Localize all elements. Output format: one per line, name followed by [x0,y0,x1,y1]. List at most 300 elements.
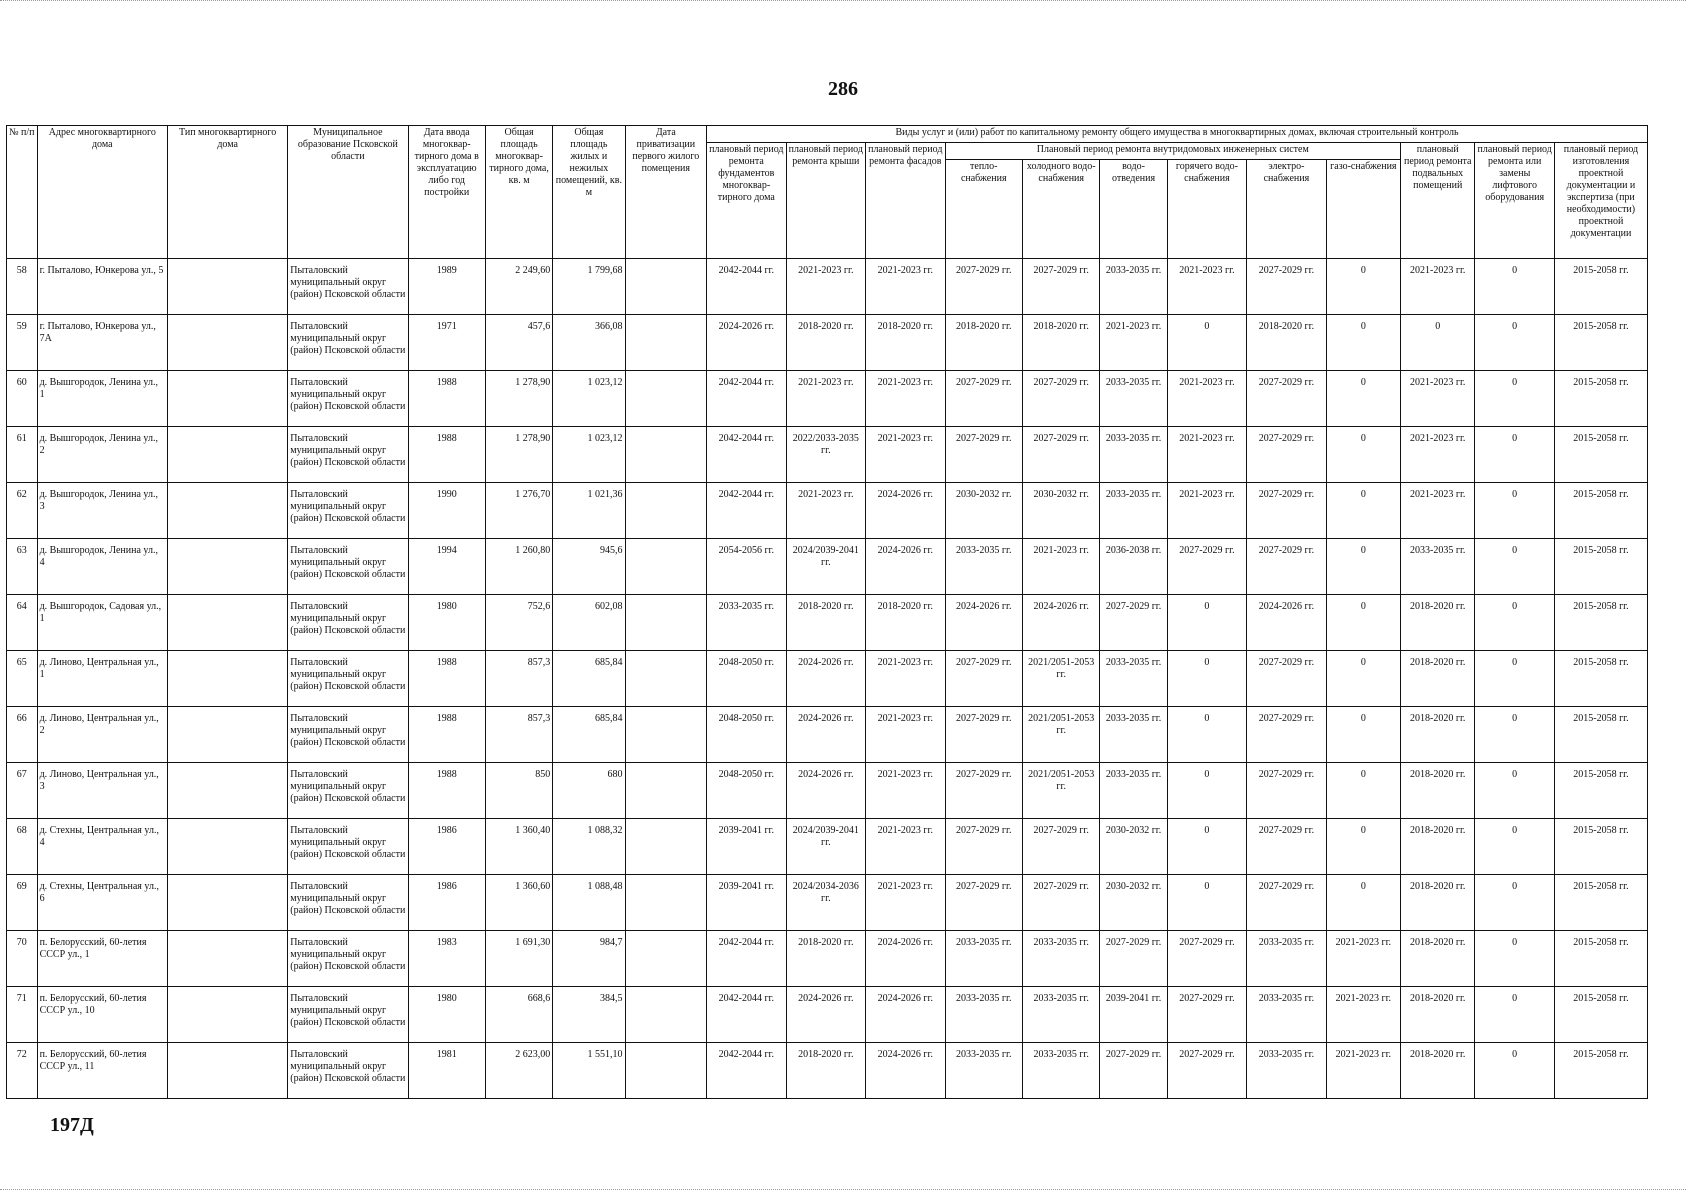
cell-design-docs: 2015-2058 гг. [1554,595,1647,651]
capital-repair-table [6,125,1648,1099]
cell-gas: 0 [1326,763,1400,819]
cell-roof: 2018-2020 гг. [786,1043,865,1099]
cell-total-area: 2 249,60 [485,259,552,315]
cell-hot-water: 0 [1167,875,1246,931]
cell-privatization [625,595,707,651]
cell-cold-water: 2030-2032 гг. [1022,483,1099,539]
cell-drainage: 2036-2038 гг. [1100,539,1167,595]
col-header-electric: электро-снабжения [1247,160,1326,259]
cell-roof: 2024-2026 гг. [786,651,865,707]
cell-foundation: 2042-2044 гг. [707,259,786,315]
cell-elevator: 0 [1475,763,1554,819]
cell-heat: 2027-2029 гг. [945,651,1022,707]
cell-electric: 2027-2029 гг. [1247,819,1326,875]
cell-elevator: 0 [1475,371,1554,427]
cell-hot-water: 2021-2023 гг. [1167,259,1246,315]
cell-gas: 0 [1326,595,1400,651]
cell-privatization [625,371,707,427]
cell-design-docs: 2015-2058 гг. [1554,763,1647,819]
cell-basement: 2018-2020 гг. [1401,651,1475,707]
cell-type [168,315,288,371]
cell-design-docs: 2015-2058 гг. [1554,875,1647,931]
cell-roof: 2022/2033-2035 гг. [786,427,865,483]
cell-hot-water: 2027-2029 гг. [1167,931,1246,987]
cell-heat: 2027-2029 гг. [945,371,1022,427]
cell-total-area: 1 360,40 [485,819,552,875]
cell-heat: 2024-2026 гг. [945,595,1022,651]
cell-premises-area: 1 023,12 [553,427,625,483]
cell-electric: 2027-2029 гг. [1247,539,1326,595]
cell-municipality: Пыталовский муниципальный округ (район) Псковской области [288,371,408,427]
cell-elevator: 0 [1475,651,1554,707]
cell-basement: 2018-2020 гг. [1401,819,1475,875]
cell-type [168,259,288,315]
cell-type [168,819,288,875]
cell-privatization [625,931,707,987]
cell-roof: 2024/2034-2036 гг. [786,875,865,931]
cell-heat: 2030-2032 гг. [945,483,1022,539]
cell-cold-water: 2021/2051-2053 гг. [1022,763,1099,819]
cell-type [168,595,288,651]
cell-basement: 2021-2023 гг. [1401,259,1475,315]
cell-elevator: 0 [1475,427,1554,483]
cell-elevator: 0 [1475,595,1554,651]
cell-elevator: 0 [1475,987,1554,1043]
cell-cold-water: 2027-2029 гг. [1022,819,1099,875]
table-row [7,931,1648,987]
cell-gas: 0 [1326,819,1400,875]
cell-total-area: 1 360,60 [485,875,552,931]
cell-design-docs: 2015-2058 гг. [1554,819,1647,875]
col-header-roof: плановый период ремонта крыши [786,143,865,259]
cell-facade: 2024-2026 гг. [866,483,945,539]
cell-roof: 2018-2020 гг. [786,931,865,987]
cell-premises-area: 1 799,68 [553,259,625,315]
cell-electric: 2027-2029 гг. [1247,427,1326,483]
cell-cold-water: 2018-2020 гг. [1022,315,1099,371]
col-header-total-area: Общая площадь многоквар-тирного дома, кв. м [485,126,552,259]
col-header-elevator: плановый период ремонта или замены лифтового оборудования [1475,143,1554,259]
document-code: 197Д [50,1114,94,1136]
cell-num: 63 [7,539,38,595]
cell-privatization [625,427,707,483]
cell-premises-area: 945,6 [553,539,625,595]
cell-municipality: Пыталовский муниципальный округ (район) Псковской области [288,539,408,595]
cell-design-docs: 2015-2058 гг. [1554,315,1647,371]
cell-num: 62 [7,483,38,539]
cell-total-area: 1 278,90 [485,371,552,427]
cell-premises-area: 1 088,32 [553,819,625,875]
col-header-hot-water: горячего водо-снабжения [1167,160,1246,259]
cell-cold-water: 2033-2035 гг. [1022,931,1099,987]
cell-address: д. Вышгородок, Ленина ул., 1 [37,371,167,427]
cell-premises-area: 685,84 [553,651,625,707]
col-header-municipality: Муниципальное образование Псковской области [288,126,408,259]
page-number: 286 [828,78,858,100]
scan-edge-top [0,0,1686,5]
cell-gas: 0 [1326,315,1400,371]
cell-gas: 0 [1326,259,1400,315]
cell-privatization [625,315,707,371]
cell-address: п. Белорусский, 60-летия СССР ул., 11 [37,1043,167,1099]
cell-total-area: 752,6 [485,595,552,651]
cell-address: д. Линово, Центральная ул., 1 [37,651,167,707]
cell-gas: 0 [1326,427,1400,483]
cell-electric: 2027-2029 гг. [1247,371,1326,427]
cell-basement: 2033-2035 гг. [1401,539,1475,595]
cell-hot-water: 2021-2023 гг. [1167,427,1246,483]
table-row [7,539,1648,595]
cell-heat: 2027-2029 гг. [945,763,1022,819]
cell-foundation: 2039-2041 гг. [707,875,786,931]
cell-foundation: 2042-2044 гг. [707,427,786,483]
cell-num: 61 [7,427,38,483]
cell-num: 66 [7,707,38,763]
col-header-gas: газо-снабжения [1326,160,1400,259]
cell-total-area: 668,6 [485,987,552,1043]
cell-electric: 2027-2029 гг. [1247,651,1326,707]
cell-hot-water: 0 [1167,819,1246,875]
cell-foundation: 2054-2056 гг. [707,539,786,595]
cell-elevator: 0 [1475,707,1554,763]
cell-electric: 2033-2035 гг. [1247,987,1326,1043]
cell-elevator: 0 [1475,1043,1554,1099]
cell-design-docs: 2015-2058 гг. [1554,483,1647,539]
cell-hot-water: 0 [1167,315,1246,371]
cell-num: 58 [7,259,38,315]
cell-municipality: Пыталовский муниципальный округ (район) Псковской области [288,763,408,819]
cell-num: 65 [7,651,38,707]
cell-heat: 2033-2035 гг. [945,931,1022,987]
cell-elevator: 0 [1475,315,1554,371]
cell-hot-water: 0 [1167,707,1246,763]
cell-privatization [625,539,707,595]
cell-foundation: 2042-2044 гг. [707,483,786,539]
cell-commission-year: 1981 [408,1043,485,1099]
col-header-works-group: Виды услуг и (или) работ по капитальному ремонту общего имущества в многоквартирных домах, включая строительный контроль [707,126,1648,143]
cell-design-docs: 2015-2058 гг. [1554,259,1647,315]
cell-facade: 2018-2020 гг. [866,595,945,651]
cell-privatization [625,651,707,707]
cell-municipality: Пыталовский муниципальный округ (район) Псковской области [288,1043,408,1099]
table-row [7,1043,1648,1099]
cell-heat: 2027-2029 гг. [945,707,1022,763]
cell-municipality: Пыталовский муниципальный округ (район) Псковской области [288,875,408,931]
cell-gas: 0 [1326,707,1400,763]
cell-cold-water: 2021/2051-2053 гг. [1022,707,1099,763]
col-header-heat: тепло-снабжения [945,160,1022,259]
cell-type [168,539,288,595]
cell-num: 69 [7,875,38,931]
cell-municipality: Пыталовский муниципальный округ (район) Псковской области [288,259,408,315]
col-header-foundation: плановый период ремонта фундаментов многоквар-тирного дома [707,143,786,259]
cell-drainage: 2030-2032 гг. [1100,819,1167,875]
col-header-privatization-date: Дата приватизации первого жилого помещения [625,126,707,259]
cell-municipality: Пыталовский муниципальный округ (район) Псковской области [288,651,408,707]
cell-roof: 2018-2020 гг. [786,595,865,651]
cell-gas: 0 [1326,483,1400,539]
cell-elevator: 0 [1475,819,1554,875]
cell-heat: 2027-2029 гг. [945,259,1022,315]
cell-drainage: 2033-2035 гг. [1100,427,1167,483]
col-header-type: Тип многоквартирного дома [168,126,288,259]
cell-address: п. Белорусский, 60-летия СССР ул., 10 [37,987,167,1043]
table-body [7,259,1648,1099]
cell-drainage: 2033-2035 гг. [1100,259,1167,315]
cell-drainage: 2021-2023 гг. [1100,315,1167,371]
cell-municipality: Пыталовский муниципальный округ (район) Псковской области [288,987,408,1043]
cell-drainage: 2027-2029 гг. [1100,595,1167,651]
cell-foundation: 2042-2044 гг. [707,1043,786,1099]
cell-hot-water: 2027-2029 гг. [1167,1043,1246,1099]
cell-type [168,483,288,539]
cell-address: д. Вышгородок, Ленина ул., 3 [37,483,167,539]
cell-num: 68 [7,819,38,875]
cell-municipality: Пыталовский муниципальный округ (район) Псковской области [288,315,408,371]
cell-num: 59 [7,315,38,371]
cell-facade: 2021-2023 гг. [866,707,945,763]
cell-address: г. Пыталово, Юнкерова ул., 5 [37,259,167,315]
cell-commission-year: 1971 [408,315,485,371]
cell-hot-water: 2027-2029 гг. [1167,539,1246,595]
table-row [7,987,1648,1043]
cell-elevator: 0 [1475,875,1554,931]
cell-electric: 2018-2020 гг. [1247,315,1326,371]
cell-total-area: 857,3 [485,707,552,763]
cell-basement: 2018-2020 гг. [1401,1043,1475,1099]
cell-premises-area: 1 551,10 [553,1043,625,1099]
cell-heat: 2027-2029 гг. [945,875,1022,931]
cell-total-area: 1 691,30 [485,931,552,987]
cell-electric: 2027-2029 гг. [1247,763,1326,819]
cell-basement: 2021-2023 гг. [1401,427,1475,483]
cell-address: д. Вышгородок, Ленина ул., 4 [37,539,167,595]
cell-type [168,875,288,931]
cell-premises-area: 384,5 [553,987,625,1043]
cell-privatization [625,259,707,315]
cell-electric: 2033-2035 гг. [1247,931,1326,987]
cell-basement: 2018-2020 гг. [1401,931,1475,987]
table-row [7,763,1648,819]
table-row [7,707,1648,763]
cell-facade: 2018-2020 гг. [866,315,945,371]
cell-elevator: 0 [1475,539,1554,595]
cell-foundation: 2042-2044 гг. [707,987,786,1043]
cell-address: д. Стехны, Центральная ул., 4 [37,819,167,875]
cell-commission-year: 1980 [408,595,485,651]
cell-facade: 2021-2023 гг. [866,875,945,931]
cell-premises-area: 1 088,48 [553,875,625,931]
cell-hot-water: 2027-2029 гг. [1167,987,1246,1043]
cell-address: д. Стехны, Центральная ул., 6 [37,875,167,931]
cell-design-docs: 2015-2058 гг. [1554,539,1647,595]
table-row [7,875,1648,931]
cell-roof: 2024/2039-2041 гг. [786,539,865,595]
cell-total-area: 2 623,00 [485,1043,552,1099]
table-row [7,371,1648,427]
cell-address: д. Вышгородок, Ленина ул., 2 [37,427,167,483]
cell-commission-year: 1988 [408,371,485,427]
cell-roof: 2021-2023 гг. [786,371,865,427]
col-header-address: Адрес многоквартирного дома [37,126,167,259]
col-header-design-docs: плановый период изготовления проектной документации и экспертиза (при необходимости) проектной документации [1554,143,1647,259]
cell-foundation: 2048-2050 гг. [707,707,786,763]
cell-hot-water: 2021-2023 гг. [1167,483,1246,539]
cell-municipality: Пыталовский муниципальный округ (район) Псковской области [288,931,408,987]
col-header-commission-date: Дата ввода многоквар-тирного дома в эксплуатацию либо год постройки [408,126,485,259]
cell-hot-water: 0 [1167,763,1246,819]
cell-cold-water: 2021/2051-2053 гг. [1022,651,1099,707]
cell-gas: 2021-2023 гг. [1326,987,1400,1043]
col-header-num: № п/п [7,126,38,259]
cell-electric: 2024-2026 гг. [1247,595,1326,651]
cell-electric: 2027-2029 гг. [1247,259,1326,315]
cell-commission-year: 1986 [408,875,485,931]
cell-total-area: 1 278,90 [485,427,552,483]
cell-heat: 2033-2035 гг. [945,987,1022,1043]
cell-drainage: 2039-2041 гг. [1100,987,1167,1043]
cell-facade: 2021-2023 гг. [866,763,945,819]
cell-design-docs: 2015-2058 гг. [1554,1043,1647,1099]
cell-privatization [625,1043,707,1099]
cell-commission-year: 1988 [408,427,485,483]
cell-premises-area: 366,08 [553,315,625,371]
cell-commission-year: 1988 [408,707,485,763]
table-row [7,483,1648,539]
cell-type [168,987,288,1043]
cell-drainage: 2033-2035 гг. [1100,651,1167,707]
cell-address: п. Белорусский, 60-летия СССР ул., 1 [37,931,167,987]
col-header-drainage: водо-отведения [1100,160,1167,259]
cell-facade: 2024-2026 гг. [866,931,945,987]
cell-basement: 2018-2020 гг. [1401,987,1475,1043]
cell-heat: 2033-2035 гг. [945,1043,1022,1099]
cell-premises-area: 1 021,36 [553,483,625,539]
cell-design-docs: 2015-2058 гг. [1554,987,1647,1043]
cell-commission-year: 1990 [408,483,485,539]
cell-premises-area: 984,7 [553,931,625,987]
cell-privatization [625,483,707,539]
cell-drainage: 2033-2035 гг. [1100,371,1167,427]
cell-facade: 2024-2026 гг. [866,1043,945,1099]
cell-type [168,931,288,987]
cell-premises-area: 680 [553,763,625,819]
table-row [7,595,1648,651]
cell-basement: 2021-2023 гг. [1401,483,1475,539]
cell-roof: 2024/2039-2041 гг. [786,819,865,875]
cell-roof: 2024-2026 гг. [786,763,865,819]
cell-municipality: Пыталовский муниципальный округ (район) Псковской области [288,595,408,651]
cell-design-docs: 2015-2058 гг. [1554,371,1647,427]
cell-type [168,427,288,483]
cell-address: д. Вышгородок, Садовая ул., 1 [37,595,167,651]
cell-cold-water: 2027-2029 гг. [1022,875,1099,931]
cell-foundation: 2048-2050 гг. [707,651,786,707]
cell-privatization [625,763,707,819]
cell-drainage: 2030-2032 гг. [1100,875,1167,931]
col-header-premises-area: Общая площадь жилых и нежилых помещений, кв. м [553,126,625,259]
cell-drainage: 2027-2029 гг. [1100,1043,1167,1099]
cell-commission-year: 1988 [408,763,485,819]
scan-edge-bottom [0,1189,1686,1194]
cell-municipality: Пыталовский муниципальный округ (район) Псковской области [288,819,408,875]
cell-design-docs: 2015-2058 гг. [1554,931,1647,987]
cell-total-area: 850 [485,763,552,819]
cell-foundation: 2039-2041 гг. [707,819,786,875]
cell-type [168,1043,288,1099]
cell-num: 72 [7,1043,38,1099]
cell-cold-water: 2024-2026 гг. [1022,595,1099,651]
cell-basement: 2018-2020 гг. [1401,707,1475,763]
cell-total-area: 857,3 [485,651,552,707]
cell-type [168,763,288,819]
cell-total-area: 1 276,70 [485,483,552,539]
cell-drainage: 2033-2035 гг. [1100,763,1167,819]
cell-foundation: 2042-2044 гг. [707,931,786,987]
cell-num: 70 [7,931,38,987]
table-row [7,259,1648,315]
cell-cold-water: 2021-2023 гг. [1022,539,1099,595]
cell-elevator: 0 [1475,259,1554,315]
cell-type [168,651,288,707]
cell-roof: 2021-2023 гг. [786,483,865,539]
table-row [7,819,1648,875]
cell-premises-area: 602,08 [553,595,625,651]
cell-basement: 2018-2020 гг. [1401,595,1475,651]
cell-num: 67 [7,763,38,819]
cell-gas: 2021-2023 гг. [1326,1043,1400,1099]
table-row [7,651,1648,707]
cell-electric: 2027-2029 гг. [1247,483,1326,539]
cell-basement: 2021-2023 гг. [1401,371,1475,427]
cell-electric: 2027-2029 гг. [1247,875,1326,931]
cell-num: 60 [7,371,38,427]
cell-heat: 2027-2029 гг. [945,427,1022,483]
cell-hot-water: 2021-2023 гг. [1167,371,1246,427]
cell-commission-year: 1989 [408,259,485,315]
cell-cold-water: 2027-2029 гг. [1022,259,1099,315]
cell-commission-year: 1986 [408,819,485,875]
cell-drainage: 2027-2029 гг. [1100,931,1167,987]
cell-facade: 2021-2023 гг. [866,819,945,875]
cell-heat: 2027-2029 гг. [945,819,1022,875]
cell-foundation: 2024-2026 гг. [707,315,786,371]
cell-heat: 2018-2020 гг. [945,315,1022,371]
cell-heat: 2033-2035 гг. [945,539,1022,595]
table-row [7,427,1648,483]
cell-premises-area: 685,84 [553,707,625,763]
cell-cold-water: 2033-2035 гг. [1022,987,1099,1043]
cell-type [168,707,288,763]
cell-municipality: Пыталовский муниципальный округ (район) Псковской области [288,483,408,539]
cell-gas: 0 [1326,539,1400,595]
cell-commission-year: 1994 [408,539,485,595]
cell-privatization [625,819,707,875]
cell-roof: 2021-2023 гг. [786,259,865,315]
cell-commission-year: 1988 [408,651,485,707]
cell-gas: 0 [1326,651,1400,707]
cell-elevator: 0 [1475,931,1554,987]
cell-address: д. Линово, Центральная ул., 2 [37,707,167,763]
cell-basement: 2018-2020 гг. [1401,875,1475,931]
cell-design-docs: 2015-2058 гг. [1554,427,1647,483]
cell-gas: 0 [1326,371,1400,427]
cell-basement: 0 [1401,315,1475,371]
cell-cold-water: 2027-2029 гг. [1022,371,1099,427]
cell-facade: 2021-2023 гг. [866,651,945,707]
cell-drainage: 2033-2035 гг. [1100,483,1167,539]
cell-hot-water: 0 [1167,595,1246,651]
